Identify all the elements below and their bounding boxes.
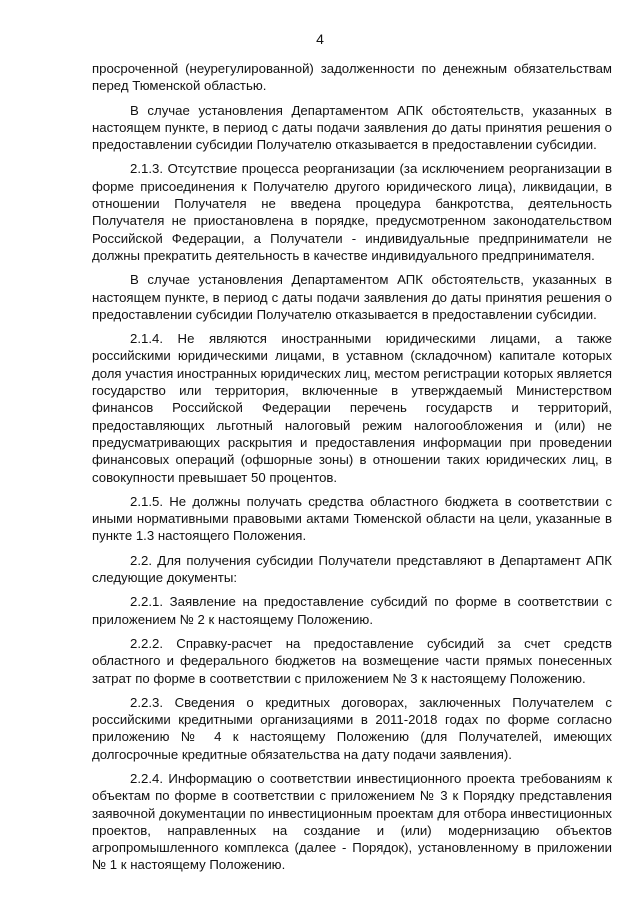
paragraph-2-1-4: 2.1.4. Не являются иностранными юридическими лицами, а также российскими юридическими лицами, в уставном (складочном) капитале которых доля участия иностранных юридических лиц, местом регистрации которых является государство или территория, включенные в утверждаемый Министерством финансов Российской Федерации перечень государств и территорий, предоставляющих льготный налоговый режим налогообложения и (или) не предусматривающих раскрытия и предоставления информации при проведении финансовых операций (офшорные зоны) в отношении таких юридических лиц, в совокупности превышает 50 процентов.: [92, 331, 612, 485]
page-number: 4: [316, 31, 324, 47]
paragraph-refusal-note-2: В случае установления Департаментом АПК обстоятельств, указанных в настоящем пункте, в период с даты подачи заявления до даты принятия решения о предоставлении субсидии Получателю отказывается в предоставлении субсидии.: [92, 272, 612, 322]
paragraph-2-1-5: 2.1.5. Не должны получать средства областного бюджета в соответствии с иными нормативными правовыми актами Тюменской области на цели, указанные в пункте 1.3 настоящего Положения.: [92, 493, 612, 544]
paragraph-2-2-4: 2.2.4. Информацию о соответствии инвестиционного проекта требованиям к объектам по форме в соответствии с приложением № 3 к Порядку представления заявочной документации по инвестиционным проектам для отбора инвестиционных проектов, направленных на создание и (или) модернизацию объектов агропромышленного комплекса (далее - Порядок), установленному в приложении № 1 к настоящему Положению.: [92, 770, 612, 873]
paragraph-2-2-1: 2.2.1. Заявление на предоставление субсидий по форме в соответствии с приложением № 2 к настоящему Положению.: [92, 594, 612, 627]
document-body: [92, 60, 612, 881]
paragraph-2-1-3: 2.1.3. Отсутствие процесса реорганизации (за исключением реорганизации в форме присоединения к Получателю другого юридического лица), ликвидации, в отношении Получателя не введена процедура банкротства, деятельность Получателя не приостановлена в порядке, предусмотренном законодательством Российской Федерации, а Получатели - индивидуальные предприниматели не должны прекратить деятельность в качестве индивидуального предпринимателя.: [92, 161, 612, 263]
paragraph-continuation: просроченной (неурегулированной) задолженности по денежным обязательствам перед Тюменской областью.: [92, 61, 612, 94]
paragraph-2-2-3: 2.2.3. Сведения о кредитных договорах, заключенных Получателем с российскими кредитными организациями в 2011-2018 годах по форме согласно приложению № 4 к настоящему Положению (для Получателей, имеющих долгосрочные кредитные обязательства на дату подачи заявления).: [92, 694, 612, 762]
paragraph-2-2-2: 2.2.2. Справку-расчет на предоставление субсидий за счет средств областного и федерального бюджетов на возмещение части прямых понесенных затрат по форме в соответствии с приложением № 3 к настоящему Положению.: [92, 635, 612, 686]
paragraph-2-2: 2.2. Для получения субсидии Получатели представляют в Департамент АПК следующие документы:: [92, 552, 612, 586]
paragraph-refusal-note-1: В случае установления Департаментом АПК обстоятельств, указанных в настоящем пункте, в период с даты подачи заявления до даты принятия решения о предоставлении субсидии Получателю отказывается в предоставлении субсидии.: [92, 102, 612, 153]
